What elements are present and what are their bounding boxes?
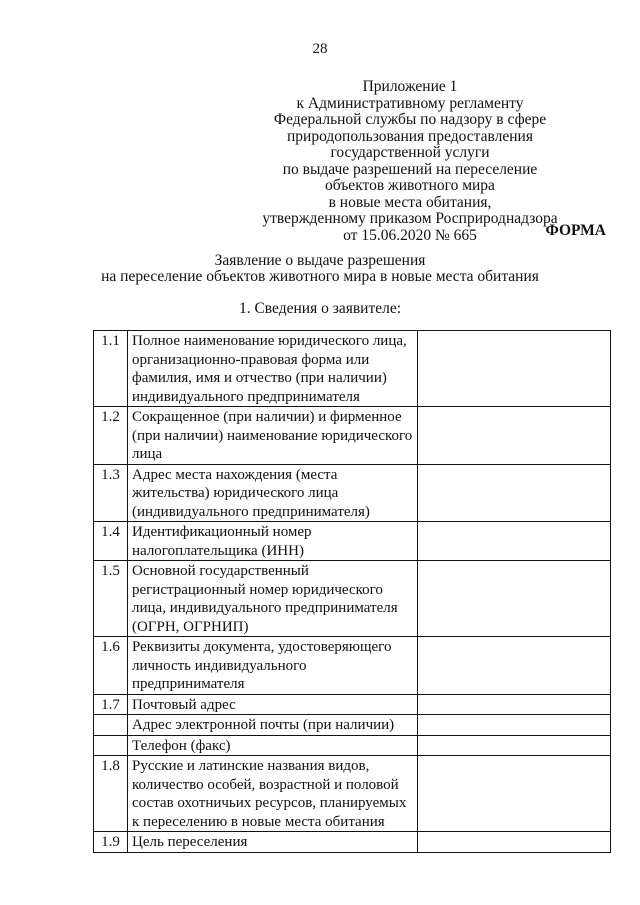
row-number: 1.1 [94, 331, 128, 407]
appendix-line: к Административному регламенту [296, 94, 524, 112]
row-value-field[interactable] [418, 832, 611, 853]
appendix-line: в новые места обитания, [328, 193, 492, 211]
appendix-line: объектов животного мира [325, 177, 495, 194]
table-row [94, 756, 611, 832]
appendix-line: Федеральной службы по надзору в сфере [273, 111, 547, 128]
table-row [94, 464, 611, 522]
row-number: 1.6 [94, 637, 128, 695]
row-number [94, 735, 128, 756]
row-label: Цель переселения [128, 832, 418, 853]
row-number: 1.4 [94, 522, 128, 561]
row-label: Сокращенное (при наличии) и фирменное (при наличии) наименование юридического лица [128, 407, 418, 465]
applicant-info-table [93, 330, 611, 853]
row-value-field[interactable] [418, 637, 611, 695]
row-label: Почтовый адрес [128, 694, 418, 715]
table-row [94, 331, 611, 407]
page-number: 28 [312, 41, 328, 57]
row-number: 1.3 [94, 464, 128, 522]
row-label: Адрес электронной почты (при наличии) [128, 715, 418, 736]
table-row [94, 715, 611, 736]
table-row [94, 735, 611, 756]
row-label: Реквизиты документа, удостоверяющего личность индивидуального предпринимателя [128, 637, 418, 695]
table-row [94, 561, 611, 637]
appendix-line: по выдаче разрешений на переселение [282, 160, 538, 178]
row-number: 1.7 [94, 694, 128, 715]
document-title-line: на переселение объектов животного мира в новые места обитания [101, 268, 539, 285]
row-value-field[interactable] [418, 522, 611, 561]
row-label: Телефон (факс) [128, 735, 418, 756]
appendix-line: природопользования предоставления [287, 127, 533, 145]
section-title: 1. Сведения о заявителе: [238, 300, 402, 317]
row-value-field[interactable] [418, 464, 611, 522]
row-label: Полное наименование юридического лица, организационно-правовая форма или фамилия, имя и отчество (при наличии) индивидуального предпринимателя [128, 331, 418, 407]
row-label: Основной государственный регистрационный номер юридического лица, индивидуального предпринимателя (ОГРН, ОГРНИП) [128, 561, 418, 637]
appendix-line: государственной услуги [330, 144, 490, 161]
row-label: Русские и латинские названия видов, количество особей, возрастной и половой состав охотничьих ресурсов, планируемых к переселению в новые места обитания [128, 756, 418, 832]
row-value-field[interactable] [418, 561, 611, 637]
row-value-field[interactable] [418, 756, 611, 832]
row-value-field[interactable] [418, 715, 611, 736]
table-row [94, 694, 611, 715]
table-row [94, 637, 611, 695]
row-number: 1.8 [94, 756, 128, 832]
table-row [94, 407, 611, 465]
form-label: ФОРМА [545, 222, 606, 239]
document-title-line: Заявление о выдаче разрешения [214, 252, 426, 269]
appendix-line: утвержденному приказом Росприроднадзора [262, 210, 558, 227]
row-label: Идентификационный номер налогоплательщика (ИНН) [128, 522, 418, 561]
appendix-header [250, 79, 570, 244]
table-row [94, 522, 611, 561]
row-number [94, 715, 128, 736]
row-value-field[interactable] [418, 407, 611, 465]
appendix-line: Приложение 1 [362, 78, 458, 95]
row-value-field[interactable] [418, 331, 611, 407]
appendix-line: от 15.06.2020 № 665 [343, 226, 477, 244]
row-value-field[interactable] [418, 735, 611, 756]
document-title [0, 253, 640, 285]
row-label: Адрес места нахождения (места жительства) юридического лица (индивидуального предпринимателя) [128, 464, 418, 522]
row-value-field[interactable] [418, 694, 611, 715]
row-number: 1.2 [94, 407, 128, 465]
table-row [94, 832, 611, 853]
row-number: 1.5 [94, 561, 128, 637]
row-number: 1.9 [94, 832, 128, 853]
